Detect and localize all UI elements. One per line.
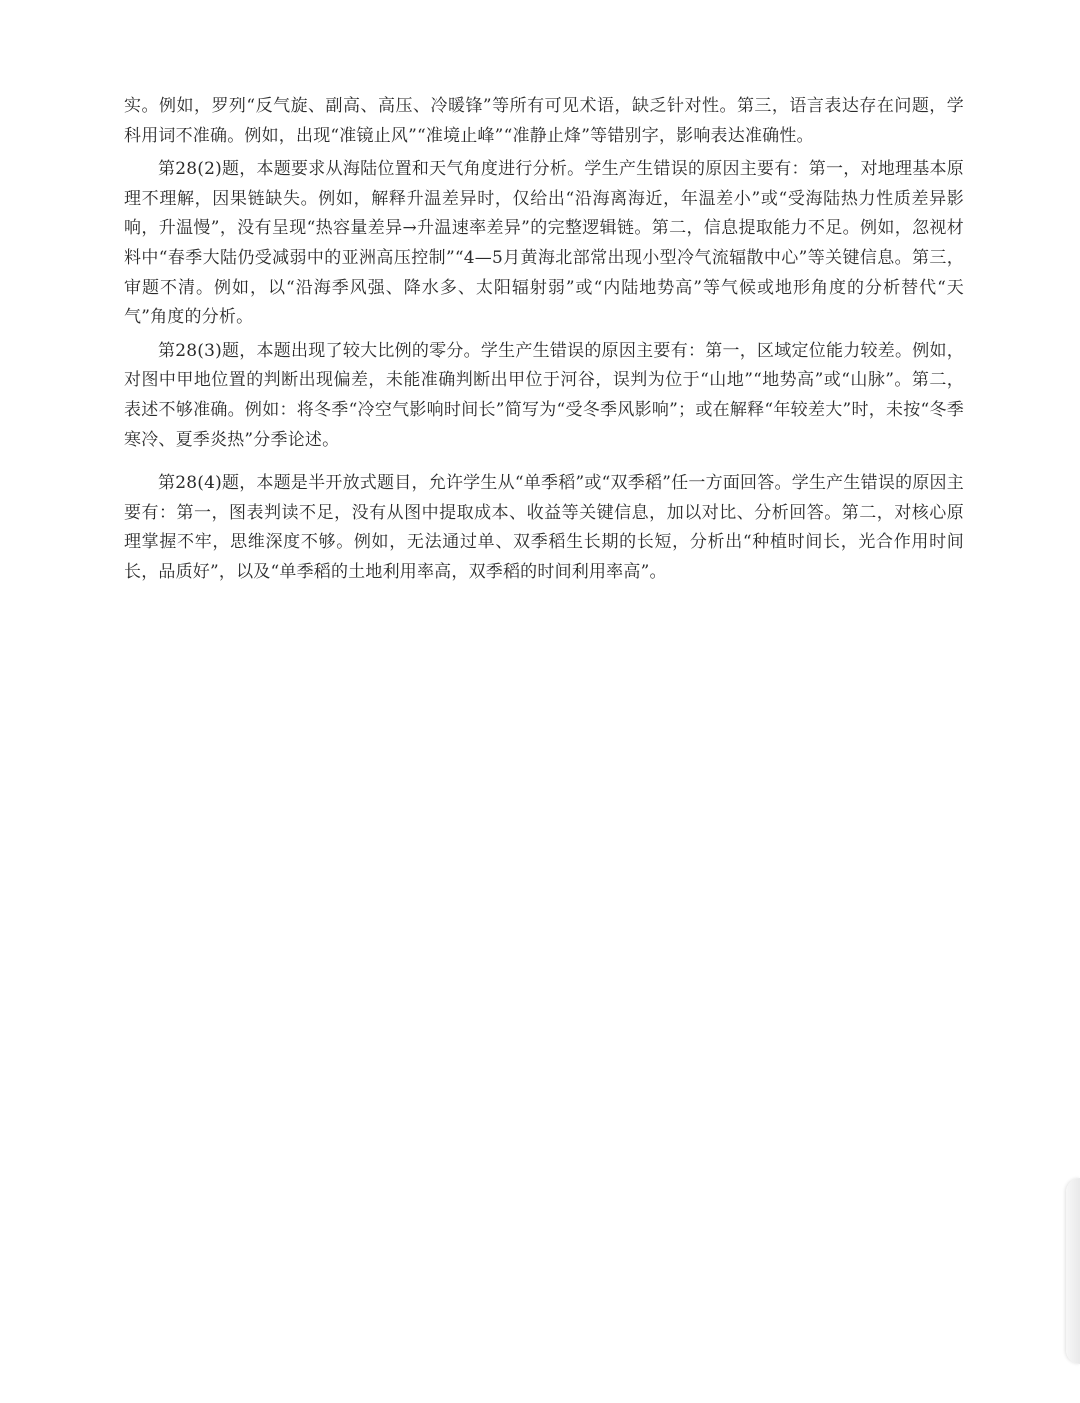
scroll-edge-handle[interactable]: [1066, 1178, 1080, 1364]
paragraph-q28-2: 第28(2)题，本题要求从海陆位置和天气角度进行分析。学生产生错误的原因主要有：第一，对地理基本原理不理解，因果链缺失。例如，解释升温差异时，仅给出“沿海离海近，年温差小”或“受海陆热力性质差异影响，升温慢”，没有呈现“热容量差异→升温速率差异”的完整逻辑链。第二，信息提取能力不足。例如，忽视材料中“春季大陆仍受减弱中的亚洲高压控制”“4—5月黄海北部常出现小型冷气流辐散中心”等关键信息。第三，审题不清。例如，以“沿海季风强、降水多、太阳辐射弱”或“内陆地势高”等气候或地形角度的分析替代“天气”角度的分析。: [124, 159, 964, 328]
paragraph-q28-3: 第28(3)题，本题出现了较大比例的零分。学生产生错误的原因主要有：第一，区域定位能力较差。例如，对图中甲地位置的判断出现偏差，未能准确判断出甲位于河谷，误判为位于“山地”“地势高”或“山脉”。第二，表述不够准确。例如：将冬季“冷空气影响时间长”简写为“受冬季风影响”；或在解释“年较差大”时，未按“冬季寒冷、夏季炎热”分季论述。: [124, 340, 964, 450]
paragraph-continued: 实。例如，罗列“反气旋、副高、高压、冷暖锋”等所有可见术语，缺乏针对性。第三，语言表达存在问题，学科用词不准确。例如，出现“准镜止风”“准境止峰”“准静止烽”等错别字，影响表达准确性。: [124, 96, 964, 146]
paragraph-q28-4: 第28(4)题，本题是半开放式题目，允许学生从“单季稻”或“双季稻”任一方面回答。学生产生错误的原因主要有：第一，图表判读不足，没有从图中提取成本、收益等关键信息，加以对比、分析回答。第二，对核心原理掌握不牢，思维深度不够。例如，无法通过单、双季稻生长期的长短，分析出“种植时间长，光合作用时间长，品质好”，以及“单季稻的土地利用率高，双季稻的时间利用率高”。: [124, 473, 964, 582]
body-text: [124, 92, 964, 588]
